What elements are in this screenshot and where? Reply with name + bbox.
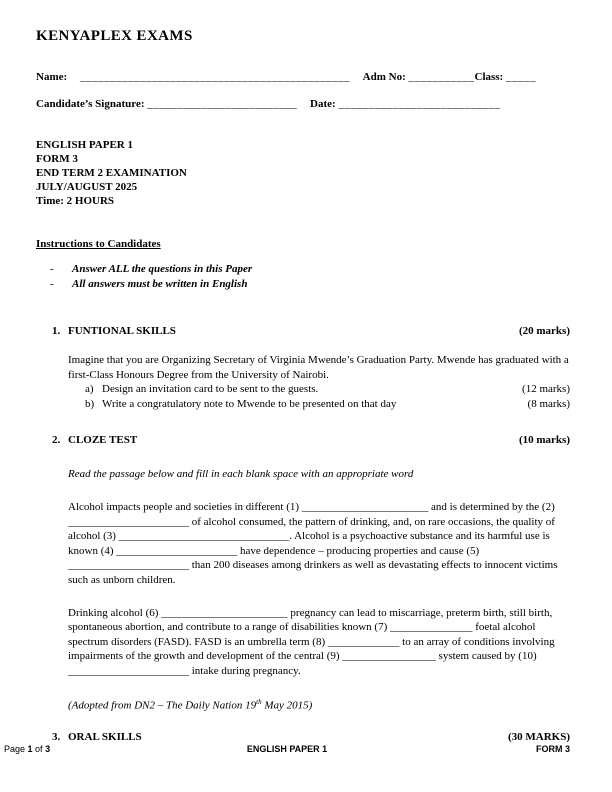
footer-form-label: FORM 3 [536, 744, 571, 754]
question-3-heading [36, 730, 570, 744]
class-label: Class: [474, 71, 504, 83]
cloze-instruction: Read the passage below and fill in each blank space with an appropriate word [68, 468, 414, 480]
sub-a-marks: (12 marks) [522, 383, 570, 395]
signature-blank: _________________________ [147, 98, 298, 110]
exam-info-block [36, 138, 570, 208]
name-blank: _____________________________________________ [79, 71, 350, 83]
question-2-title: CLOZE TEST [68, 434, 138, 446]
footer-page-num: 1 [27, 744, 33, 754]
sub-b-text: Write a congratulatory note to Mwende to be presented on that day [102, 397, 397, 410]
question-1-title: FUNTIONAL SKILLS [68, 325, 176, 337]
exam-info-date: JULY/AUGUST 2025 [36, 181, 138, 193]
instructions-list [36, 262, 570, 292]
date-label: Date: [310, 98, 336, 110]
source-ordinal-suffix: th [256, 697, 262, 706]
adm-no-label: Adm No: [362, 71, 406, 83]
sub-b-marks: (8 marks) [527, 397, 570, 410]
cloze-passage-paragraph-1: Alcohol impacts people and societies in different (1) _______________________ and is determined by the (2) ______________________ of alcohol consumed, the pattern of drinking, and, on rare occasions, the quality of alcohol (3) _______________________________. Alcohol is a psychoactive substance and its harmful use is known (4) ______________________ have dependence – producing properties and cause (5) ______________________ than 200 diseases among drinkers as well as devastating effects to innocent victims such as unborn children. [68, 501, 558, 586]
adm-no-blank: ___________ [408, 71, 475, 83]
instructions-heading: Instructions to Candidates [36, 238, 161, 250]
instruction-item [50, 262, 570, 277]
footer-of-word: of [32, 744, 46, 754]
question-2-marks: (10 marks) [518, 434, 570, 446]
question-1-heading [36, 324, 570, 338]
page-title: KENYAPLEX EXAMS [36, 28, 193, 44]
question-1-body: Imagine that you are Organizing Secretary of Virginia Mwende’s Graduation Party. Mwende has graduated with a first-Class Honours Degree from the University of Nairobi. [68, 354, 569, 381]
instruction-text: Answer ALL the questions in this Paper [72, 263, 253, 275]
class-blank: _____ [505, 71, 536, 83]
exam-info-paper: ENGLISH PAPER 1 [36, 139, 133, 151]
question-1-marks: (20 marks) [518, 325, 570, 337]
candidate-name-row [36, 71, 570, 83]
sub-b-label: b) [85, 397, 95, 410]
page-footer [4, 744, 570, 754]
date-blank: ___________________________ [338, 98, 501, 110]
exam-info-form: FORM 3 [36, 153, 78, 165]
question-3-marks: (30 MARKS) [507, 731, 570, 744]
question-3-number: 3. [52, 731, 61, 744]
question-2-number: 2. [52, 434, 61, 446]
source-attribution [68, 695, 570, 713]
candidate-signature-row [36, 98, 570, 110]
question-1-number: 1. [52, 325, 61, 337]
footer-page-total: 3 [45, 744, 51, 754]
dash-bullet: - [50, 278, 54, 290]
dash-bullet: - [50, 263, 54, 275]
exam-info-term: END TERM 2 EXAMINATION [36, 167, 187, 179]
question-1-sub-b [85, 397, 570, 412]
footer-page-number [4, 744, 193, 754]
sub-a-label: a) [85, 383, 94, 395]
instruction-text: All answers must be written in English [72, 278, 248, 290]
cloze-passage-paragraph-2: Drinking alcohol (6) _______________________ pregnancy can lead to miscarriage, preterm birth, still birth, spontaneous abortion, and contribute to a range of disabilities known (7) _______________ foetal alcohol spectrum disorders (FASD). FASD is an umbrella term (8) _____________ to an array of conditions involving impairments of the growth and development of the central (9) _________________ system caused by (10) ______________________ intake during pregnancy. [68, 606, 555, 677]
source-text-pre: (Adopted from DN2 – The Daily Nation 19 [68, 699, 257, 712]
sub-a-text: Design an invitation card to be sent to the guests. [102, 383, 319, 395]
question-1-sub-a [85, 382, 570, 397]
question-3-title: ORAL SKILLS [68, 731, 142, 744]
source-text-post: May 2015) [261, 699, 313, 712]
name-label: Name: [36, 71, 68, 83]
signature-label: Candidate’s Signature: [36, 98, 145, 110]
exam-info-time: Time: 2 HOURS [36, 195, 115, 207]
question-2-heading [36, 433, 570, 447]
footer-paper-title: ENGLISH PAPER 1 [246, 744, 328, 754]
footer-page-word: Page [4, 744, 28, 754]
instruction-item [50, 277, 570, 292]
